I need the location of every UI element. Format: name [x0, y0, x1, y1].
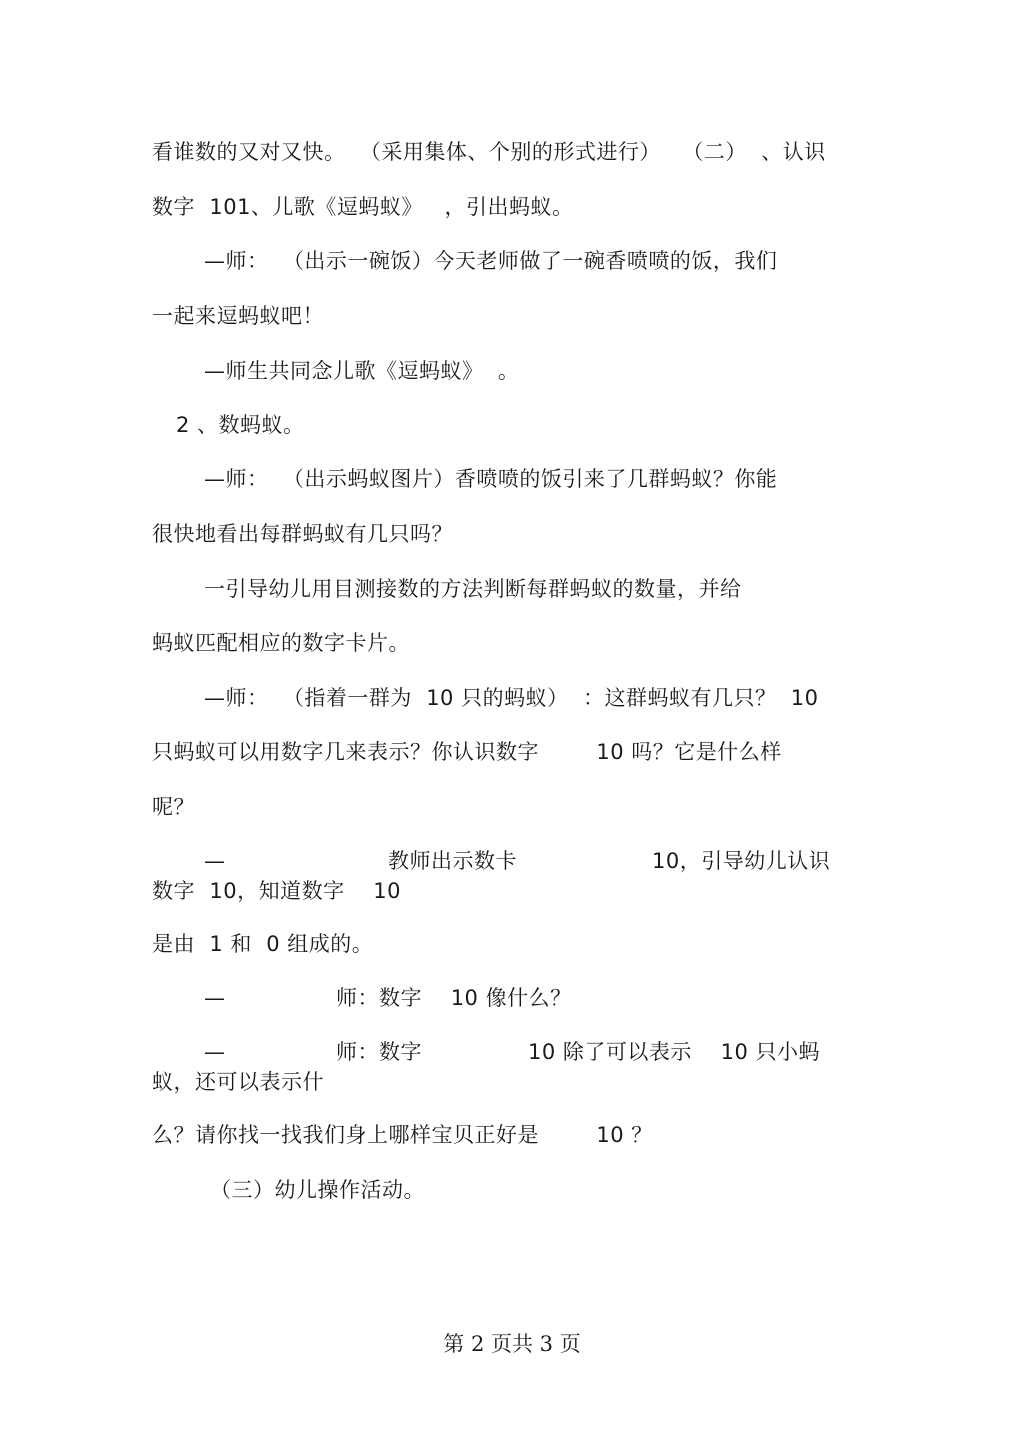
text-line: 只蚂蚁可以用数字几来表示？你认识数字 10 吗？它是什么样 [152, 740, 782, 764]
text-line: 是由 1 和 0 组成的。 [152, 932, 374, 956]
text-line: — [204, 849, 226, 873]
text-line: —师： （出示蚂蚁图片）香喷喷的饭引来了几群蚂蚁？你能 [204, 467, 778, 491]
text-line: 10 除了可以表示 10 只小蚂 [528, 1040, 820, 1064]
text-line: 蚂蚁匹配相应的数字卡片。 [152, 631, 410, 655]
text-line: 一引导幼儿用目测接数的方法判断每群蚂蚁的数量，并给 [204, 577, 742, 601]
text-line: —师： （出示一碗饭）今天老师做了一碗香喷喷的饭，我们 [204, 249, 778, 273]
text-line: 很快地看出每群蚂蚁有几只吗？ [152, 522, 453, 546]
text-line: （三）幼儿操作活动。 [210, 1178, 425, 1202]
text-line: 师：数字 [336, 1040, 422, 1064]
text-line: —师： （指着一群为 10 只的蚂蚁） ：这群蚂蚁有几只？ 10 [204, 686, 819, 710]
text-line: 么？请你找一找我们身上哪样宝贝正好是 10 ？ [152, 1123, 653, 1147]
text-line: 2 、数蚂蚁。 [176, 413, 305, 437]
text-line: — [204, 986, 226, 1010]
text-line: 师：数字 10 像什么？ [336, 986, 572, 1010]
text-line: —师生共同念儿歌《逗蚂蚁》 。 [204, 359, 520, 383]
text-line: — [204, 1040, 226, 1064]
text-line: 数字 10，知道数字 10 [152, 879, 401, 903]
text-line: 数字 101、儿歌《逗蚂蚁》 ，引出蚂蚁。 [152, 195, 574, 219]
text-line: 一起来逗蚂蚁吧！ [152, 304, 324, 328]
text-line: 看谁数的又对又快。 （采用集体、个别的形式进行） （二） 、认识 [152, 140, 826, 164]
text-line: 10，引导幼儿认识 [652, 849, 831, 873]
text-line: 教师出示数卡 [388, 849, 517, 873]
text-line: 呢？ [152, 795, 195, 819]
text-line: 蚁，还可以表示什 [152, 1070, 324, 1094]
page-footer: 第 2 页共 3 页 [443, 1332, 581, 1356]
